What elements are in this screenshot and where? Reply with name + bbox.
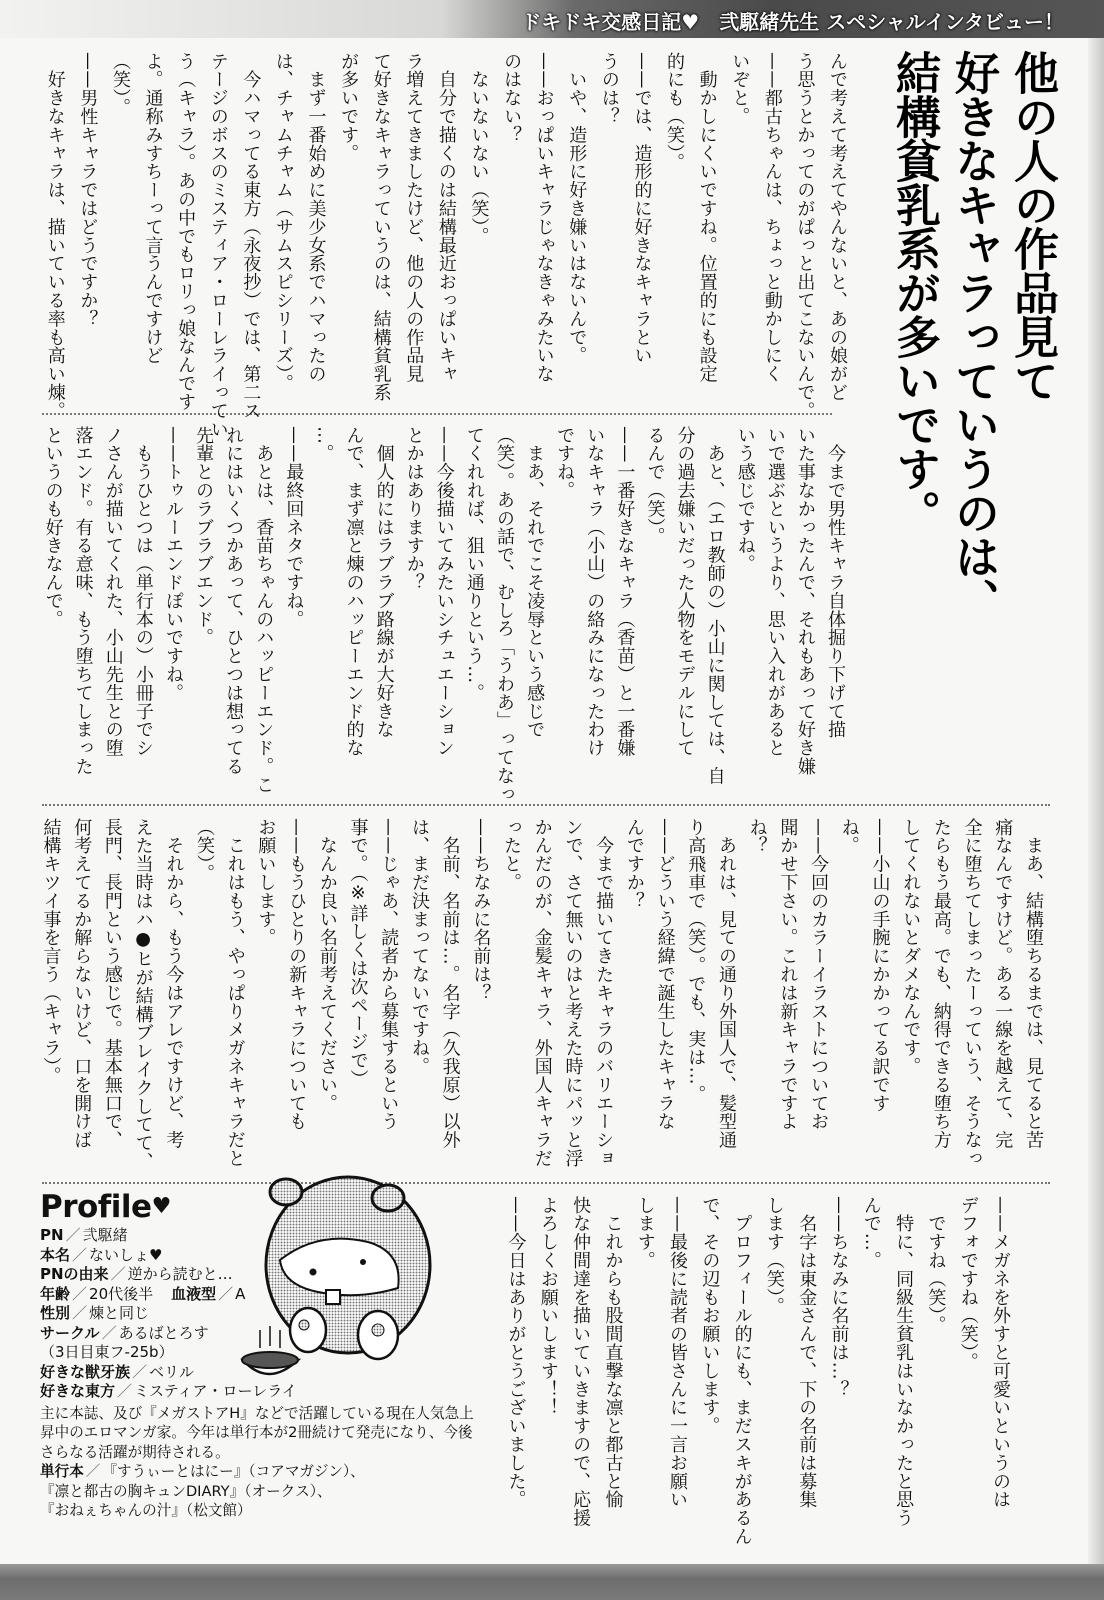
- text-column-line: してくれないとダメなんです。: [900, 818, 922, 1076]
- headline: [885, 50, 1062, 690]
- text-column-line: 快な仲間達を描いていきますので、応援: [570, 1196, 592, 1528]
- text-column-line: …。: [313, 426, 335, 463]
- headline-line: 結構貧乳系が多いです。: [888, 50, 941, 534]
- separator: ／: [72, 1304, 88, 1322]
- text-column-line: 分の過去嫌いだった人物をモデルにして: [674, 426, 696, 758]
- text-column-line: のはない？: [501, 52, 523, 144]
- field-label: 単行本: [40, 1463, 84, 1480]
- field-label: サークル: [40, 1323, 100, 1342]
- text-column-line: いで選ぶというより、思い入れがあると: [764, 426, 786, 758]
- separator: ／: [218, 1284, 234, 1303]
- headline-line: 好きなキャラっていうのは、: [947, 50, 1000, 622]
- text-column-line: ——最後に読者の皆さんに一言お願い: [667, 1196, 689, 1509]
- text-column-line: まず一番始めに美少女系でハマったの: [305, 52, 327, 384]
- text-column-line: ——今後描いてみたいシチュエーション: [433, 426, 455, 758]
- text-column-line: ——もうひとりの新キャラについても: [286, 818, 308, 1131]
- interview-section-2: [42, 426, 850, 804]
- text-column-line: ね？: [746, 818, 768, 855]
- page-edge-shadow: [1088, 38, 1104, 1568]
- text-column-line: というのも好きなんで。: [42, 426, 64, 629]
- field-label: PN: [40, 1226, 64, 1244]
- text-column-line: テージのボスのミスティア・ローレライってい: [207, 52, 229, 439]
- field-label: 血液型: [171, 1284, 217, 1303]
- text-column-line: んで…。: [860, 1196, 882, 1270]
- hamster-mascot-illustration: [238, 1160, 448, 1390]
- book-title: 『おねぇちゃんの汁』（松文館）: [40, 1502, 252, 1519]
- text-column-line: うのは？: [598, 52, 620, 126]
- text-column-line: （笑）。: [109, 52, 131, 117]
- headline-line: 他の人の作品見て: [1006, 50, 1059, 402]
- text-column-line: 動かしにくいですね。位置的にも設定: [696, 52, 718, 384]
- text-column-line: ——一番好きなキャラ（香苗）と一番嫌: [614, 426, 636, 758]
- text-column-line: 聞かせ下さい。これは新キャラですよ: [777, 818, 799, 1131]
- text-column-line: まあ、それでこそ凌辱という感じで: [524, 426, 546, 739]
- field-label: 本名: [40, 1245, 71, 1264]
- text-column-line: お願いします。: [255, 818, 277, 947]
- text-column-line: ——今回のカラーイラストについてお: [808, 818, 830, 1131]
- text-column-line: ノさんが描いてくれた、小山先生との堕: [102, 426, 124, 758]
- text-column-line: （笑）。あの話で、むしろ「うわあ」ってなっ: [493, 426, 515, 804]
- text-column-line: 特に、同級生貧乳はいなかったと思う: [893, 1196, 915, 1528]
- text-column-line: これからも股間直撃な凛と都古と愉: [602, 1196, 624, 1509]
- text-column-line: ——どういう経緯で誕生したキャラな: [654, 818, 676, 1131]
- field-value: あるばとろす: [118, 1323, 209, 1342]
- text-column-line: ったと。: [501, 818, 523, 892]
- text-column-line: んで、まず凛と煉のハッピーエンド的な: [343, 426, 365, 758]
- text-column-line: が多いです。: [338, 52, 360, 163]
- text-column-line: り高飛車で（笑）。でも、実は…。: [685, 818, 707, 1104]
- dotted-divider: [42, 804, 1050, 806]
- text-column-line: は、チャムチャム（サムスピシリーズ）。: [272, 52, 294, 393]
- text-column-line: 事で。（※詳しくは次ページで）: [347, 818, 369, 1088]
- field-label: 好きな獣牙族: [40, 1362, 131, 1381]
- text-column-line: いや、造形に好き嫌いはないんで。: [566, 52, 588, 365]
- text-column-line: ——じゃあ、読者から募集するという: [378, 818, 400, 1131]
- text-column-line: てくれれば、狙い通りという…。: [463, 426, 485, 702]
- text-column-line: は、まだ決まってないですね。: [408, 818, 430, 1076]
- text-column-line: 好きなキャラは、描いている率も高い煉。: [44, 52, 66, 420]
- field-value: ないしょ♥: [89, 1245, 163, 1264]
- text-column-line: ね。: [838, 818, 860, 855]
- text-column-line: 今ハマってる東方（永夜抄）では、第二ス: [240, 52, 262, 420]
- text-column-line: 何考えてるか解らないけど、口を開けば: [71, 818, 93, 1150]
- text-column-line: なんか良い名前考えてください。: [316, 818, 338, 1113]
- field-label: PNの由来: [40, 1265, 109, 1283]
- field-value: ミスティア・ローレライ: [134, 1382, 297, 1400]
- field-value: A: [235, 1284, 246, 1303]
- separator: ／: [110, 1265, 126, 1283]
- text-column-line: う（キャラ）。あの中でもロリっ娘なんです: [175, 52, 197, 411]
- text-column-line: ——男性キャラではどうですか？: [77, 52, 99, 328]
- text-column-line: します（笑）。: [763, 1196, 785, 1316]
- text-column-line: ——メガネを外すと可愛いというのは: [990, 1196, 1011, 1509]
- text-column-line: ですね（笑）。: [925, 1196, 947, 1335]
- text-column-line: あとは、香苗ちゃんのハッピーエンド。こ: [253, 426, 275, 794]
- field-value: 煉と同じ: [89, 1304, 150, 1322]
- text-column-line: れにはいくつかあって、ひとつは想ってる: [223, 426, 245, 776]
- text-column-line: う思うとかってのがぱっと出てこないんで。: [794, 52, 816, 420]
- text-column-line: （笑）。: [194, 818, 216, 883]
- field-value: 弐駆緒: [82, 1226, 128, 1244]
- text-column-line: て好きなキャラっていうのは、結構貧乳系: [370, 52, 392, 402]
- text-column-line: ——都古ちゃんは、ちょっと動かしにく: [761, 52, 783, 384]
- text-column-line: 結構キツイ事を言う（キャラ）。: [40, 818, 62, 1085]
- text-column-line: ——ちなみに名前は？: [470, 818, 492, 1002]
- text-column-line: ないないない（笑）。: [468, 52, 490, 246]
- text-column-line: 的にも（笑）。: [664, 52, 686, 172]
- text-column-line: ——小山の手腕にかかってる訳です: [869, 818, 891, 1113]
- text-column-line: 名字は東金さんで、下の名前は募集: [796, 1196, 818, 1509]
- text-column-line: とかはありますか？: [403, 426, 425, 592]
- profile-circle-note: （3日目東フ-25b）: [40, 1343, 174, 1361]
- dotted-divider: [42, 1182, 1050, 1184]
- book-title: 『凛と都古の胸キュンDIARY』（オークス）、: [40, 1482, 332, 1500]
- separator: ／: [72, 1245, 88, 1264]
- text-column-line: ンで、さて無いのはと考えた時にパッと浮: [562, 818, 584, 1168]
- text-column-line: ——トゥルーエンドぽいですね。: [162, 426, 184, 702]
- text-column-line: で、その辺もお願いします。: [699, 1196, 721, 1436]
- interview-section-4: [505, 1196, 1016, 1556]
- text-column-line: いぞと。: [729, 52, 751, 126]
- text-column-line: 落エンド。有る意味、もう堕ちてしまった: [72, 426, 94, 776]
- text-column-line: よろしくお願いします！！: [537, 1196, 559, 1417]
- separator: ／: [132, 1362, 148, 1381]
- header-title: ドキドキ交感日記♥ 弐駆緒先生 スペシャルインタビュー！: [521, 10, 1064, 34]
- text-column-line: 今まで描いてきたキャラのバリエーショ: [593, 818, 615, 1168]
- text-column-line: よ。通称みすちーって言うんですけど: [142, 52, 164, 365]
- field-value: 逆から読むと…: [127, 1265, 233, 1283]
- text-column-line: デフォですね（笑）。: [957, 1196, 979, 1371]
- profile-books: [40, 1462, 500, 1521]
- text-column-line: もうひとつは（単行本の）小冊子でシ: [132, 426, 154, 758]
- interview-section-3: [40, 818, 1048, 1171]
- separator: ／: [85, 1463, 101, 1480]
- text-column-line: ——今日はありがとうございました。: [505, 1196, 527, 1509]
- text-column-line: ——最終回ネタですね。: [283, 426, 305, 629]
- text-column-line: たらもう最高。でも、納得できる堕ち方: [930, 818, 952, 1150]
- footer-banner: [0, 1564, 1104, 1600]
- text-column-line: ——ちなみに名前は…？: [828, 1196, 850, 1399]
- text-column-line: かんだのが、金髪キャラ、外国人キャラだ: [531, 818, 553, 1168]
- text-column-line: プロフィール的にも、まだスキがあるん: [731, 1196, 753, 1546]
- text-column-line: いう感じですね。: [734, 426, 756, 574]
- text-column-line: ——おっぱいキャラじゃなきゃみたいな: [533, 52, 555, 384]
- text-column-line: ——では、造形的に好きなキャラとい: [631, 52, 653, 365]
- separator: ／: [101, 1323, 117, 1342]
- text-column-line: んですか？: [623, 818, 645, 910]
- text-column-line: 自分で描くのは結構最近おっぱいキャ: [435, 52, 457, 384]
- text-column-line: 先輩とのラブラブエンド。: [193, 426, 215, 647]
- heart-icon: ♥: [151, 1194, 171, 1219]
- text-column-line: 今まで男性キャラ自体掘り下げて描: [825, 426, 846, 739]
- text-column-line: いた事なかったんで、それもあって好き嫌: [794, 426, 816, 776]
- text-column-line: 長門、長門という感じで。基本無口で、: [101, 818, 123, 1150]
- text-column-line: んで考えて考えてやんないと、あの娘がど: [827, 52, 848, 402]
- field-value: ベリル: [149, 1362, 195, 1381]
- text-column-line: いなキャラ（小山）の絡みになったわけ: [584, 426, 606, 758]
- separator: ／: [72, 1284, 88, 1303]
- text-column-line: あれは、見ての通り外国人で、髪型通: [715, 818, 737, 1150]
- text-column-line: 全に堕ちてしまったーっていう、そうなっ: [961, 818, 983, 1168]
- text-column-line: します。: [634, 1196, 656, 1270]
- text-column-line: えた当時はハ●ヒが結構ブレイクしてて、: [132, 818, 154, 1171]
- text-column-line: あと、（エロ教師の）小山に関しては、自: [704, 426, 726, 785]
- text-column-line: 名前、名前は…。名字（久我原）以外: [439, 818, 461, 1150]
- text-column-line: まあ、結構堕ちるまでは、見てると苦: [1023, 818, 1044, 1150]
- profile-title-text: Profile: [40, 1189, 152, 1225]
- field-label: 年齢: [40, 1284, 71, 1303]
- field-label: 好きな東方: [40, 1382, 116, 1400]
- text-column-line: 痛なんですけど。ある一線を越えて、完: [992, 818, 1014, 1150]
- text-column-line: それから、もう今はアレですけど、考: [163, 818, 185, 1150]
- header-banner: [0, 0, 1104, 38]
- text-column-line: ラ増えてきましたけど、他の人の作品見: [403, 52, 425, 384]
- text-column-line: るんで（笑）。: [644, 426, 666, 546]
- book-title: 『すうぃーとはにー』（コアマガジン）、: [102, 1463, 365, 1480]
- dotted-divider: [42, 413, 832, 415]
- profile-bio: 主に本誌、及び『メガストアH』などで活躍している現在人気急上昇中のエロマンガ家。今年は単行本が2冊続けて発売になり、今後さらなる活躍が期待される。: [40, 1404, 474, 1461]
- text-column-line: ですね。: [554, 426, 576, 500]
- text-column-line: これはもう、やっぱりメガネキャラだと: [224, 818, 246, 1168]
- field-label: 性別: [40, 1304, 71, 1322]
- text-column-line: 個人的にはラブラブ路線が大好きな: [373, 426, 395, 739]
- separator: ／: [117, 1382, 133, 1400]
- field-value: 20代後半: [89, 1284, 154, 1303]
- interview-section-1: [38, 52, 853, 439]
- separator: ／: [65, 1226, 81, 1244]
